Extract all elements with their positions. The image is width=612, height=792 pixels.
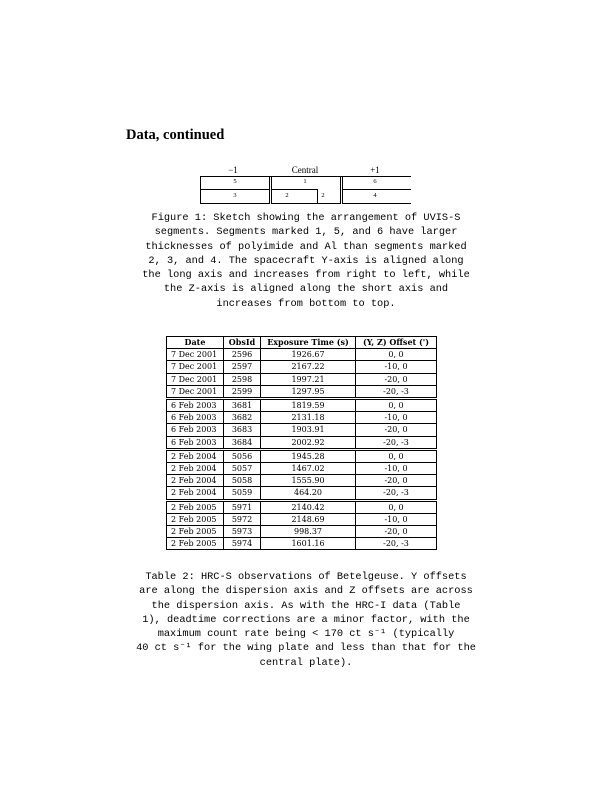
cell-offset: 0, 0 (356, 349, 437, 361)
cell-exposure-time: 1997.21 (261, 373, 356, 385)
caption-line: thicknesses of polyimide and Al than segments marked (145, 240, 467, 253)
sketch-bottom-line-right (342, 203, 411, 204)
section-title: Data, continued (126, 127, 225, 143)
cell-offset: 0, 0 (356, 500, 437, 513)
cell-date: 6 Feb 2003 (167, 436, 224, 449)
cell-obsid: 5057 (224, 463, 261, 475)
caption-line: 40 ct s⁻¹ for the wing plate and less than that for the (136, 642, 476, 655)
cell-date: 7 Dec 2001 (167, 373, 224, 385)
sketch-vline-5 (340, 176, 341, 204)
segment-1: 1 (303, 178, 307, 185)
cell-offset: -20, -3 (356, 538, 437, 550)
sketch-mid-line-central (271, 189, 317, 190)
segment-5: 5 (233, 178, 237, 185)
cell-offset: -10, 0 (356, 513, 437, 525)
cell-offset: -10, 0 (356, 463, 437, 475)
cell-obsid: 3682 (224, 412, 261, 424)
cell-obsid: 2596 (224, 349, 261, 361)
table-row (167, 436, 437, 449)
cell-exposure-time: 998.37 (261, 526, 356, 538)
caption-line: the Z-axis is aligned along the short axis and (163, 283, 449, 296)
table-2-caption (122, 570, 490, 670)
cell-date: 6 Feb 2003 (167, 424, 224, 436)
cell-offset: -20, 0 (356, 526, 437, 538)
table-row (167, 361, 437, 373)
cell-exposure-time: 2148.69 (261, 513, 356, 525)
table-row (167, 500, 437, 513)
cell-date: 6 Feb 2003 (167, 412, 224, 424)
cell-exposure-time: 1297.95 (261, 385, 356, 398)
cell-date: 7 Dec 2001 (167, 349, 224, 361)
cell-obsid: 5973 (224, 526, 261, 538)
cell-date: 6 Feb 2003 (167, 399, 224, 412)
table-row (167, 475, 437, 487)
table-row (167, 538, 437, 550)
cell-date: 2 Feb 2005 (167, 538, 224, 550)
header-date: Date (167, 337, 224, 349)
cell-obsid: 5972 (224, 513, 261, 525)
cell-exposure-time: 464.20 (261, 487, 356, 500)
cell-exposure-time: 1926.67 (261, 349, 356, 361)
cell-exposure-time: 1945.28 (261, 449, 356, 462)
sketch-bottom-line-left (200, 203, 269, 204)
cell-date: 2 Feb 2004 (167, 475, 224, 487)
table-row (167, 424, 437, 436)
table-row (167, 412, 437, 424)
table-row (167, 449, 437, 462)
sketch-top-line (200, 176, 411, 177)
cell-date: 7 Dec 2001 (167, 361, 224, 373)
cell-offset: -10, 0 (356, 412, 437, 424)
cell-date: 2 Feb 2004 (167, 463, 224, 475)
sketch-mid-line-right (342, 189, 411, 190)
cell-offset: -20, -3 (356, 487, 437, 500)
cell-obsid: 5974 (224, 538, 261, 550)
table-row (167, 349, 437, 361)
cell-obsid: 3681 (224, 399, 261, 412)
cell-offset: 0, 0 (356, 399, 437, 412)
sketch-vline-1 (200, 176, 201, 204)
table-row (167, 526, 437, 538)
cell-date: 7 Dec 2001 (167, 385, 224, 398)
cell-obsid: 2597 (224, 361, 261, 373)
sketch-vline-3 (271, 176, 272, 204)
sketch-label-central: Central (291, 165, 319, 175)
caption-line: Figure 1: Sketch showing the arrangement of UVIS-S (151, 212, 461, 224)
cell-offset: -20, 0 (356, 373, 437, 385)
caption-line: are along the dispersion axis and Z offsets are across (139, 585, 473, 598)
segment-3: 3 (233, 192, 237, 199)
cell-offset: -20, -3 (356, 385, 437, 398)
cell-obsid: 5058 (224, 475, 261, 487)
caption-line: 2, 3, and 4. The spacecraft Y-axis is aligned along (148, 254, 464, 267)
sketch-vline-2 (269, 176, 270, 204)
cell-offset: -10, 0 (356, 361, 437, 373)
cell-obsid: 3684 (224, 436, 261, 449)
cell-obsid: 3683 (224, 424, 261, 436)
cell-date: 2 Feb 2005 (167, 526, 224, 538)
uvis-s-segment-sketch (200, 165, 411, 205)
caption-line: increases from bottom to top. (216, 297, 396, 310)
table-row (167, 385, 437, 398)
sketch-bottom-line-central (271, 203, 340, 204)
cell-exposure-time: 1819.59 (261, 399, 356, 412)
cell-date: 2 Feb 2005 (167, 500, 224, 513)
cell-obsid: 5971 (224, 500, 261, 513)
cell-date: 2 Feb 2005 (167, 513, 224, 525)
caption-line: maximum count rate being < 170 ct s⁻¹ (typically (157, 628, 455, 641)
table-body (167, 349, 437, 550)
sketch-vline-6 (342, 176, 343, 204)
cell-offset: -20, -3 (356, 436, 437, 449)
segment-6: 6 (373, 178, 377, 185)
cell-obsid: 5059 (224, 487, 261, 500)
caption-line: segments. Segments marked 1, 5, and 6 have larger (154, 226, 458, 239)
sketch-label-plus1: +1 (370, 165, 380, 175)
table-row (167, 399, 437, 412)
table-row (167, 487, 437, 500)
segment-2a: 2 (285, 192, 289, 199)
segment-2b: 2 (321, 192, 325, 199)
cell-obsid: 5056 (224, 449, 261, 462)
header-exposure-time: Exposure Time (s) (261, 337, 356, 349)
cell-exposure-time: 1555.90 (261, 475, 356, 487)
cell-offset: 0, 0 (356, 449, 437, 462)
cell-exposure-time: 2131.18 (261, 412, 356, 424)
cell-date: 2 Feb 2004 (167, 487, 224, 500)
hrc-s-observations-table (166, 336, 437, 550)
header-obsid: ObsId (224, 337, 261, 349)
sketch-mid-line-left (200, 189, 269, 190)
segment-4: 4 (373, 192, 377, 199)
caption-line: the long axis and increases from right to left, while (142, 269, 470, 282)
caption-line: central plate). (259, 656, 353, 669)
figure-1-caption (126, 211, 486, 311)
table-header-row (167, 337, 437, 349)
sketch-label-minus1: −1 (228, 165, 238, 175)
cell-exposure-time: 2002.92 (261, 436, 356, 449)
table-row (167, 463, 437, 475)
cell-exposure-time: 1601.16 (261, 538, 356, 550)
cell-date: 2 Feb 2004 (167, 449, 224, 462)
cell-offset: -20, 0 (356, 475, 437, 487)
cell-offset: -20, 0 (356, 424, 437, 436)
cell-exposure-time: 1903.91 (261, 424, 356, 436)
cell-obsid: 2598 (224, 373, 261, 385)
caption-line: Table 2: HRC-S observations of Betelgeuse. Y offsets (145, 571, 467, 583)
table-row (167, 513, 437, 525)
cell-exposure-time: 2167.22 (261, 361, 356, 373)
cell-exposure-time: 2140.42 (261, 500, 356, 513)
caption-line: the dispersion axis. As with the HRC-I data (Table (151, 599, 461, 612)
header-offset: (Y, Z) Offset (') (356, 337, 437, 349)
caption-line: 1), deadtime corrections are a minor factor, with the (142, 613, 470, 626)
cell-exposure-time: 1467.02 (261, 463, 356, 475)
table-row (167, 373, 437, 385)
cell-obsid: 2599 (224, 385, 261, 398)
